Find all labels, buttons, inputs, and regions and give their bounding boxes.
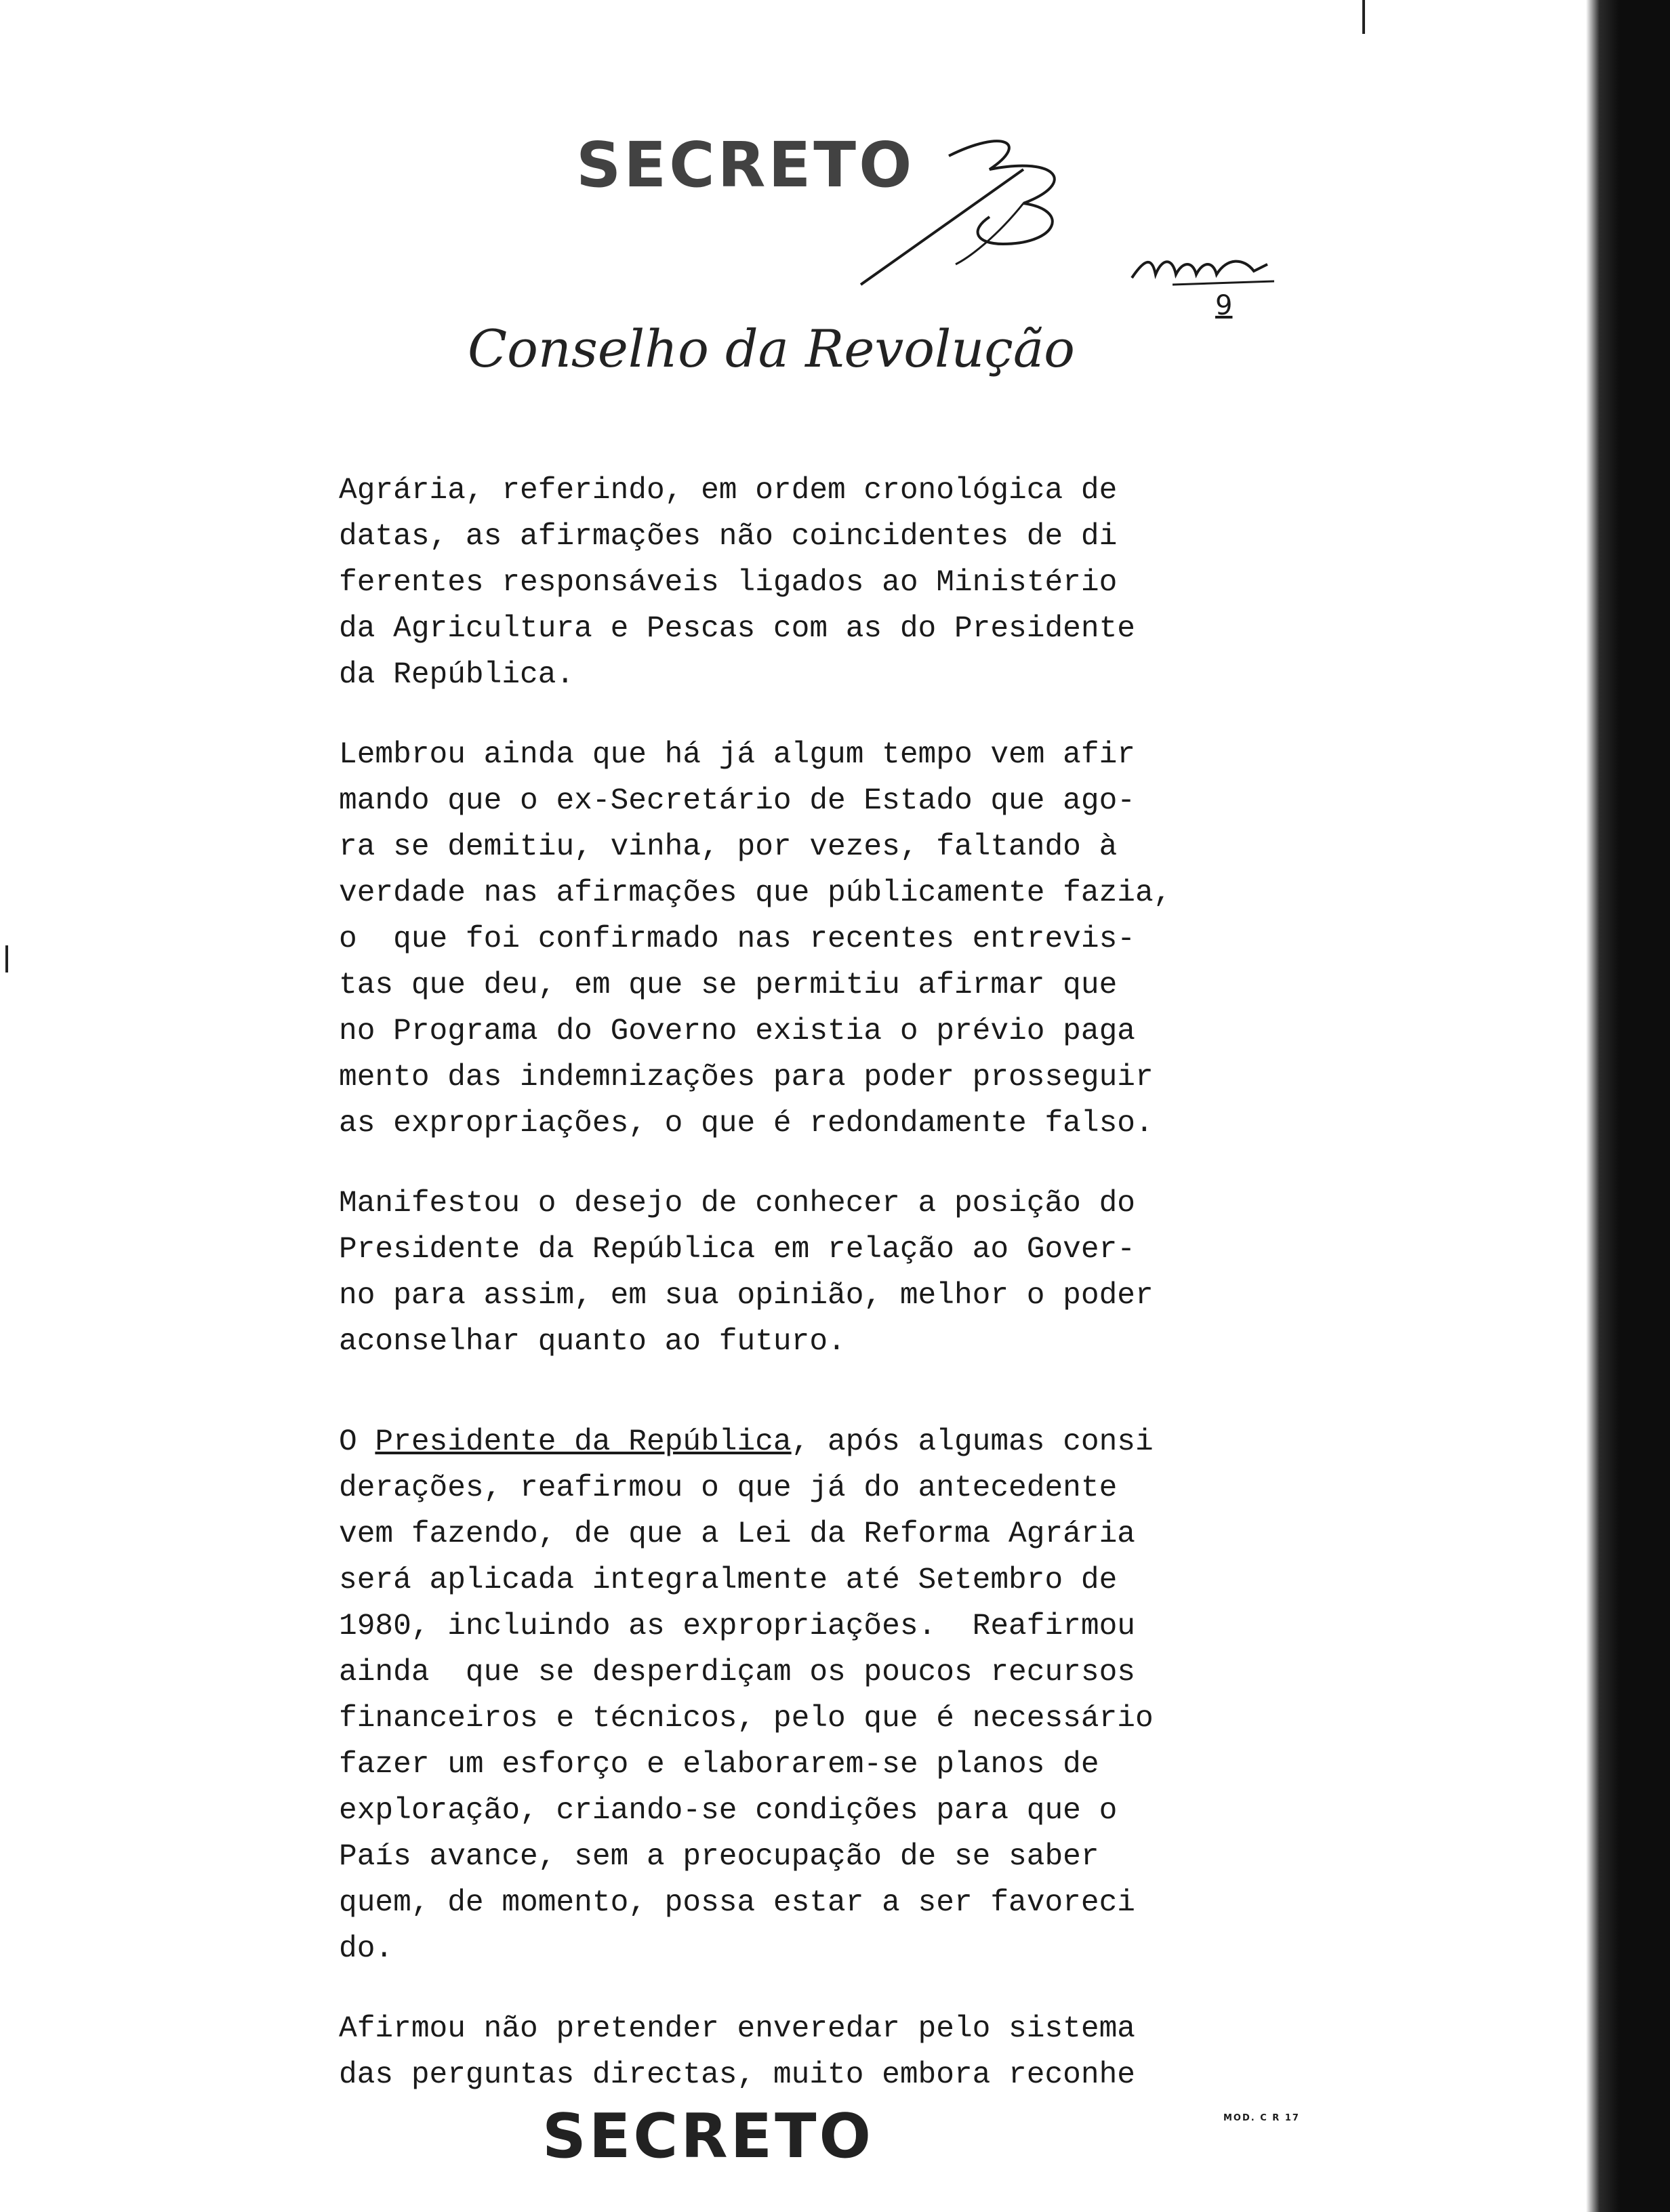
text-line: ferentes responsáveis ligados ao Ministério [339, 566, 1118, 600]
text-line: verdade nas afirmações que públicamente fazia, [339, 876, 1172, 910]
text-line: quem, de momento, possa estar a ser favoreci [339, 1886, 1135, 1920]
text-line: da Agricultura e Pescas com as do Presidente [339, 612, 1135, 646]
page-number: 9 [1215, 290, 1233, 321]
paragraph-1 [339, 468, 1213, 698]
text-line: as expropriações, o que é redondamente falso. [339, 1107, 1154, 1141]
text-line: será aplicada integralmente até Setembro de [339, 1563, 1118, 1597]
signature-scribble-icon [854, 129, 1091, 298]
text-line: 1980, incluindo as expropriações. Reafirmou [339, 1610, 1135, 1643]
letterhead: Conselho da Revolução [468, 319, 1075, 379]
margin-mark [5, 945, 8, 972]
paragraph-4 [339, 1419, 1213, 1972]
text-line: das perguntas directas, muito embora reconhe [339, 2058, 1135, 2092]
text-line: Presidente da República em relação ao Gover- [339, 1233, 1135, 1267]
paragraph-5 [339, 2006, 1213, 2098]
text-line: no Programa do Governo existia o prévio paga [339, 1015, 1135, 1048]
text-line: da República. [339, 658, 575, 692]
text-fragment: O [339, 1425, 375, 1459]
text-line: mando que o ex-Secretário de Estado que ago- [339, 784, 1135, 818]
text-line: Lembrou ainda que há já algum tempo vem afir [339, 738, 1135, 772]
text-line: datas, as afirmações não coincidentes de di [339, 520, 1118, 554]
paragraph-2 [339, 732, 1213, 1147]
scanned-page-edge [1525, 0, 1670, 2212]
text-line: Manifestou o desejo de conhecer a posição do [339, 1187, 1135, 1221]
text-line: ra se demitiu, vinha, por vezes, faltando à [339, 830, 1118, 864]
text-line: fazer um esforço e elaborarem-se planos de [339, 1748, 1099, 1782]
document-body [339, 468, 1213, 2132]
secret-stamp-bottom: SECRETO [542, 2101, 874, 2172]
secret-stamp-top: SECRETO [576, 129, 915, 201]
text-line: do. [339, 1932, 394, 1966]
text-line: derações, reafirmou o que já do antecedente [339, 1471, 1118, 1505]
text-line: vem fazendo, de que a Lei da Reforma Agrária [339, 1517, 1135, 1551]
text-line [339, 1419, 1213, 1465]
text-line: exploração, criando-se condições para que o [339, 1794, 1118, 1828]
scan-artifact-line [1362, 0, 1365, 34]
text-line: ainda que se desperdiçam os poucos recursos [339, 1656, 1135, 1689]
underlined-president: Presidente da República [375, 1425, 792, 1459]
text-fragment: , após algumas consi [791, 1425, 1154, 1459]
text-line: Agrária, referindo, em ordem cronológica de [339, 474, 1118, 508]
text-line: aconselhar quanto ao futuro. [339, 1325, 846, 1359]
text-line: no para assim, em sua opinião, melhor o poder [339, 1279, 1154, 1313]
text-line: mento das indemnizações para poder prosseguir [339, 1061, 1154, 1094]
text-line: Afirmou não pretender enveredar pelo sistema [339, 2012, 1135, 2046]
paragraph-3 [339, 1181, 1213, 1365]
text-line: o que foi confirmado nas recentes entrevis- [339, 922, 1135, 956]
form-code: MOD. C R 17 [1223, 2113, 1300, 2123]
text-line: tas que deu, em que se permitiu afirmar que [339, 968, 1118, 1002]
text-line: financeiros e técnicos, pelo que é necessário [339, 1702, 1154, 1736]
text-line: País avance, sem a preocupação de se saber [339, 1840, 1099, 1874]
initials-scribble-icon [1125, 244, 1288, 319]
